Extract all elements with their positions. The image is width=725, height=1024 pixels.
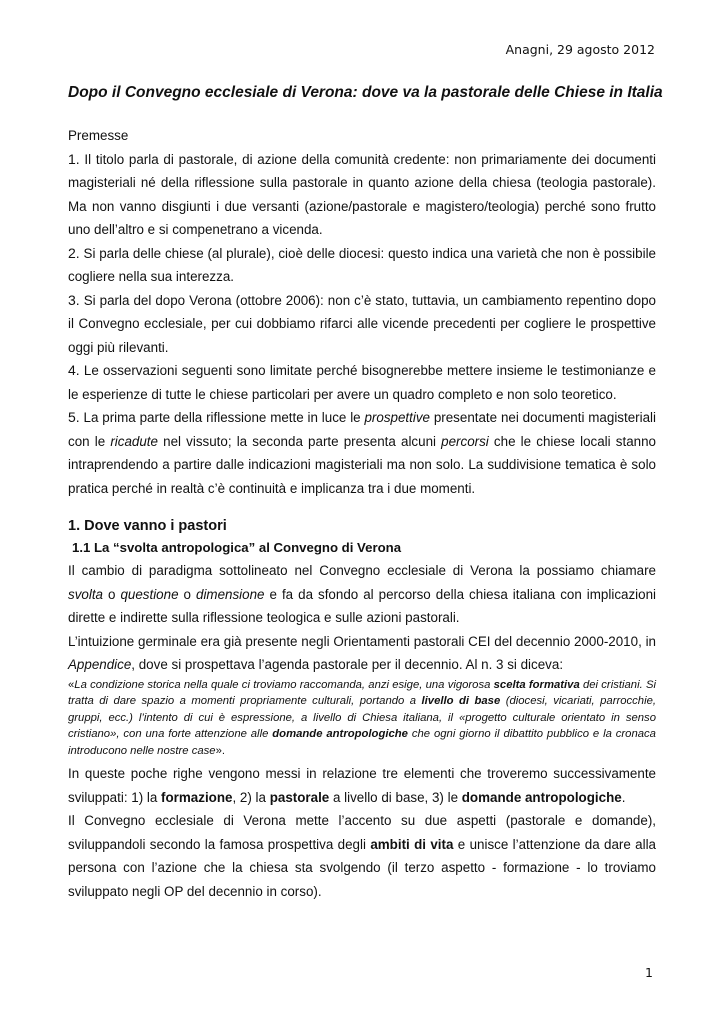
item-emphasis: ricadute xyxy=(110,433,158,449)
paragraph-intuizione xyxy=(68,630,656,677)
quote-text: (diocesi, vicariati, parrocchie, gruppi, ecc.) l’intento di cui è espressione, a livello di Chiesa italiana, il «progetto culturale orientato in senso cristiano», con una forte attenzione alle xyxy=(68,695,657,740)
paragraph-text: In queste poche righe vengono messi in relazione tre elementi che troveremo successivamente sviluppati: 1) la xyxy=(68,766,656,805)
quote-text: dei cristiani. Si tratta di dare spazio a momenti propriamente culturali, portando a xyxy=(68,678,656,707)
premesse-item-2 xyxy=(68,242,656,289)
quote-bold: scelta formativa xyxy=(493,678,580,691)
paragraph-text: L’intuizione germinale era già presente negli Orientamenti pastorali CEI del decennio 2000-2010, in xyxy=(68,633,656,649)
paragraph-convegno xyxy=(68,809,656,903)
document-date: Anagni, 29 agosto 2012 xyxy=(505,42,655,57)
paragraph-bold: ambiti di vita xyxy=(370,836,454,852)
paragraph-emphasis: questione xyxy=(120,586,179,602)
item-text: presentate nei documenti magisteriali con le xyxy=(68,410,656,449)
paragraph-text: o xyxy=(178,586,196,602)
paragraph-elementi xyxy=(68,762,656,809)
item-number: 1. xyxy=(68,150,80,167)
document-title: Dopo il Convegno ecclesiale di Verona: dove va la pastorale delle Chiese in Italia xyxy=(68,84,663,101)
quote-open-mark: « xyxy=(68,678,75,691)
paragraph-bold: formazione xyxy=(161,789,233,805)
paragraph-bold: pastorale xyxy=(269,789,330,805)
item-text: Si parla delle chiese (al plurale), cioè delle diocesi: questo indica una varietà che non è possibile cogliere nella sua interezza. xyxy=(68,245,656,284)
document-body xyxy=(68,84,663,903)
paragraph-bold: domande antropologiche xyxy=(461,789,622,805)
paragraph-text: e unisce l’attenzione da dare alla persona con l’azione che la chiesa sta svolgendo (il terzo aspetto - formazione - lo troviamo sviluppato negli OP del decennio in corso). xyxy=(68,836,657,899)
subsection-heading: 1.1 La “svolta antropologica” al Convegno di Verona xyxy=(72,540,402,555)
item-number: 3. xyxy=(68,291,80,308)
quote-close-mark: ». xyxy=(215,744,226,757)
paragraph-emphasis: Appendice xyxy=(68,657,132,672)
item-text: Si parla del dopo Verona (ottobre 2006): non c’è stato, tuttavia, un cambiamento repentino dopo il Convegno ecclesiale, per cui dobbiamo rifarci alle vicende precedenti per cogliere le prospettive oggi più rilevanti. xyxy=(68,292,656,355)
premesse-heading: Premesse xyxy=(68,128,129,143)
item-text: Le osservazioni seguenti sono limitate perché bisognerebbe mettere insieme le testimonianze e le esperienze di tutte le chiese particolari per avere un quadro completo e non solo teoretico. xyxy=(68,363,656,402)
page-number: 1 xyxy=(645,965,653,980)
item-text: che le chiese locali stanno intraprendendo a partire dalle indicazioni magisteriali ma non solo. La suddivisione tematica è solo pratica perché in realtà c’è continuità e implicanza tra i due momenti. xyxy=(68,433,656,496)
paragraph-text: , dove si prospettava l’agenda pastorale per il decennio. Al n. 3 si diceva: xyxy=(131,657,564,672)
paragraph-text: Il Convegno ecclesiale di Verona mette l’accento su due aspetti (pastorale e domande), sviluppandoli secondo la famosa prospettiva degli xyxy=(68,813,656,852)
item-text: La prima parte della riflessione mette in luce le xyxy=(83,410,365,425)
item-number: 4. xyxy=(68,362,80,378)
item-text: Il titolo parla di pastorale, di azione della comunità credente: non primariamente dei documenti magisteriali né della riflessione sulla pastorale in quanto azione della chiesa (teologia pastorale). Ma non vanno disgiunti i due versanti (azione/pastorale e magistero/teologia) perché sono frutto uno dell’altro e si compenetrano a vicenda. xyxy=(68,151,656,237)
item-number: 2. xyxy=(68,244,80,261)
paragraph-emphasis: svolta xyxy=(68,586,103,602)
premesse-item-3 xyxy=(68,289,656,360)
section-heading: 1. Dove vanno i pastori xyxy=(68,518,227,534)
paragraph-text: Il cambio di paradigma sottolineato nel Convegno ecclesiale di Verona la possiamo chiamare xyxy=(68,563,656,578)
item-emphasis: percorsi xyxy=(441,433,489,449)
paragraph-text: . xyxy=(621,789,626,805)
quote-text: La condizione storica nella quale ci troviamo raccomanda, anzi esige, una vigorosa xyxy=(74,678,494,691)
paragraph-text: a livello di base, 3) le xyxy=(329,789,462,805)
paragraph-emphasis: dimensione xyxy=(196,586,265,602)
quote-bold: domande antropologiche xyxy=(272,728,408,740)
paragraph-text: e fa da sfondo al percorso della chiesa italiana con implicazioni dirette e indirette sulla riflessione teologica e sulle azioni pastorali. xyxy=(68,586,657,625)
item-number: 5. xyxy=(68,409,80,425)
quote-text: che ogni giorno il dibattito pubblico e la cronaca introducono nelle nostre case xyxy=(68,728,656,757)
premesse-item-4 xyxy=(68,359,656,406)
paragraph-svolta xyxy=(68,559,656,630)
item-emphasis: prospettive xyxy=(364,410,430,425)
premesse-item-1 xyxy=(68,148,656,242)
paragraph-text: o xyxy=(102,586,121,602)
item-text: nel vissuto; la seconda parte presenta alcuni xyxy=(157,433,442,449)
premesse-item-5 xyxy=(68,406,656,500)
block-quote xyxy=(68,677,656,760)
paragraph-text: , 2) la xyxy=(232,789,270,805)
quote-bold: livello di base xyxy=(421,695,501,707)
